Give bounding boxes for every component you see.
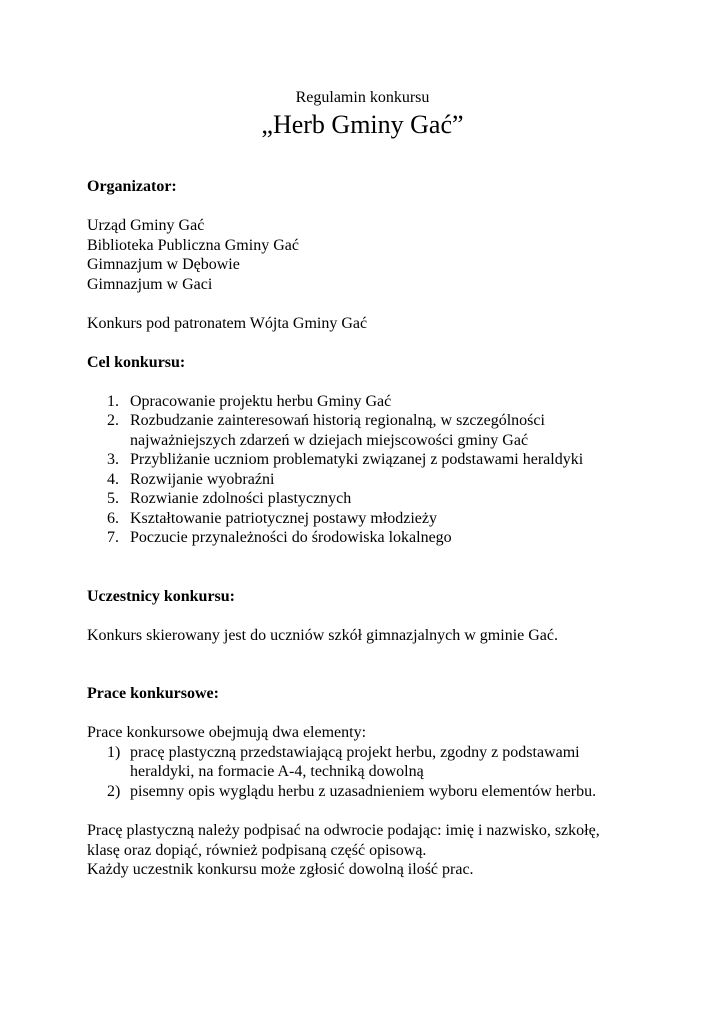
works-heading: Prace konkursowe: [87,685,219,702]
organizer-line: Gimnazjum w Gaci [87,276,213,293]
list-number: 7. [107,529,119,546]
participants-heading: Uczestnicy konkursu: [87,588,236,605]
document-title: „Herb Gminy Gać” [261,110,464,139]
goals-heading: Cel konkursu: [87,354,186,371]
works-intro: Prace konkursowe obejmują dwa elementy: [87,724,367,741]
list-item-continuation: heraldyki, na formacie A-4, techniką dowolną [130,763,424,780]
list-item: Rozwianie zdolności plastycznych [130,490,352,507]
list-number: 1. [107,393,119,410]
works-paragraph-line: Każdy uczestnik konkursu może zgłosić dowolną ilość prac. [87,861,474,878]
participants-text: Konkurs skierowany jest do uczniów szkół gimnazjalnych w gminie Gać. [87,627,558,644]
list-item: pisemny opis wyglądu herbu z uzasadnieniem wyboru elementów herbu. [130,783,597,800]
list-item-continuation: najważniejszych zdarzeń w dziejach miejscowości gminy Gać [130,432,529,449]
list-number: 2) [107,783,121,800]
list-item: pracę plastyczną przedstawiającą projekt herbu, zgodny z podstawami [130,744,580,761]
list-item: Poczucie przynależności do środowiska lokalnego [130,529,452,546]
works-paragraph-line: klasę oraz dopiąć, również podpisaną część opisową. [87,842,427,859]
list-number: 5. [107,490,119,507]
organizer-line: Urząd Gminy Gać [87,217,205,234]
list-number: 3. [107,451,119,468]
list-item: Rozbudzanie zainteresowań historią regionalną, w szczególności [130,412,545,429]
organizer-line: Gimnazjum w Dębowie [87,256,240,273]
works-paragraph-line: Pracę plastyczną należy podpisać na odwrocie podając: imię i nazwisko, szkołę, [87,822,600,839]
list-number: 6. [107,510,119,527]
list-item: Kształtowanie patriotycznej postawy młodzieży [130,510,438,527]
list-item: Przybliżanie uczniom problematyki związanej z podstawami heraldyki [130,451,584,468]
patronage-text: Konkurs pod patronatem Wójta Gminy Gać [87,315,368,332]
organizer-line: Biblioteka Publiczna Gminy Gać [87,237,299,254]
organizer-heading: Organizator: [87,178,177,195]
list-number: 2. [107,412,119,429]
document-subtitle: Regulamin konkursu [295,89,430,106]
list-item: Opracowanie projektu herbu Gminy Gać [130,393,392,410]
list-item: Rozwijanie wyobraźni [130,471,275,488]
list-number: 1) [107,744,121,761]
list-number: 4. [107,471,119,488]
